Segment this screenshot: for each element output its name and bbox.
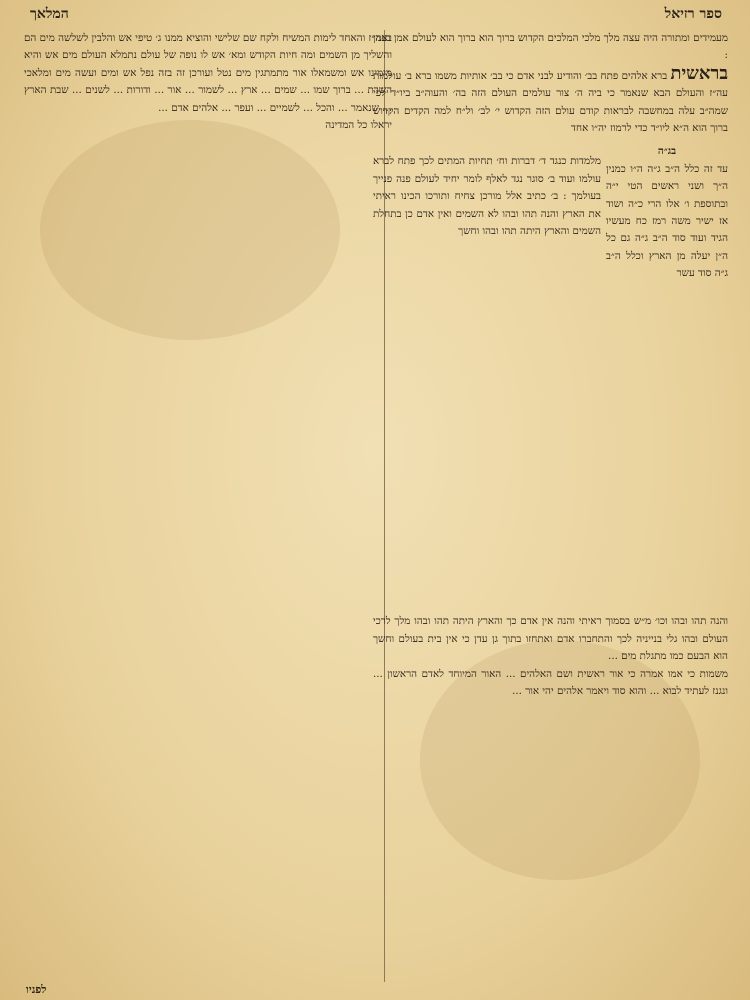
inset-area (373, 143, 728, 613)
left-column (24, 30, 392, 980)
book-title: ספר רזיאל (664, 6, 722, 22)
section-title: המלאך (30, 6, 69, 22)
inset-text: עד זה כלל ה״ב ג״ה ה״ו כמנין ה״ך ושני ראשים הטי י״ה ובתוספת ו׳ אלו הרי כ״ה ושוד אז ישיר משה רמז כח מעשיו הגיד ועוד סוד ה״ב ג״ה גם כל ה״ן יעלה מן הארץ וכלל ה״ב ג״ה סוד עשר (606, 162, 728, 280)
right-column (373, 30, 728, 980)
paragraph-1 (373, 62, 728, 138)
left-closing: יראלו כל המדינה (325, 119, 392, 132)
paragraph-1-text: ברא אלהים פתח בב׳ והודיע לבני אדם כי בב׳ אותיות משמו ברא ב׳ עולמות עה״ז והעולם הבא שנאמר כי ביה ה׳ צור עולמים העולם הזה בה׳ והעוה״ב ביו״ד לפי שמה״ב עלה במחשבה לבראות קודם עולם הזה הקדוש י׳ לב׳ ול״ח למה הקדים הקדוש ברוך הוא ה״א ליו״ד כדי לרמוז יה״ו אחד (373, 69, 728, 135)
left-column-text: בעה״ז והאחד לימות המשיח ולקח שם שלישי והוציא ממנו ג׳ טיפי אש והלבין לשלשה מים הם והשליך מן השמים ומה חיות הקודש ומא׳ אש לו נופה של עולם נתמלא העולם מים אש והיא מימינו אש ומשמאלו אור מתמתגין מים נטל ועורכן זה בזה נפל אש ומים ועשה מים ומלאכי השרת ... ברוך שמו ... שמים ... ארץ ... לשמור ... אור ... ודורות ... לשנים ... שבת הארץ ... שנאמר ... והכל ... לשמיים ... ועפר ... אלהים אדם ... (24, 32, 392, 114)
page-header (30, 6, 722, 28)
inset-box (373, 153, 601, 609)
inset-title: בג״ה (657, 145, 677, 158)
inset-box-text: מלמדות כנגד ד׳ דברות וח׳ תחיות המתים לכך פתח לברא עולמו ועוד ב׳ סוגר נגד לאלף לומר יחיד לעולם פנה פנייך בעולמך : ב׳ כתיב אלל מורכן צחיח ותורכו הכינו ראיתי את הארץ והנה תהו ובהו לא השמים ואין אדם כן בתחלת השמים והארץ היתה תהו ובהו וחשך (373, 155, 601, 238)
paragraph-2: והנה תהו ובהו וכו׳ מ״ש בסמוך ראיתי והנה אין אדם כך והארץ היתה תהו ובהו מלך לרכי העולם ובהו גלי בנייניה לכך והתחברו אדם ואתחזו בתוך גן עדן כי אין בית בעולם וחשך הוא הבעם כמו מתגלת מים ... (373, 615, 728, 663)
catchword: לפניו (26, 983, 47, 996)
inset-column (606, 143, 728, 613)
paragraph-3: משמות כי אמו אמרה כי אור ראשית ושם האלהים ... האור המיוחד לאדם הראשון ... ונגנז לעתיד לבוא ... והוא סוד ויאמר אלהים יהי אור ... (373, 667, 728, 698)
intro-text: מעמידים ומתורה היה עצה מלך מלכי המלכים הקדוש ברוך הוא ברוך הוא לעולם אמן ואמן : (373, 32, 728, 62)
opening-word: בראשית (670, 62, 728, 84)
